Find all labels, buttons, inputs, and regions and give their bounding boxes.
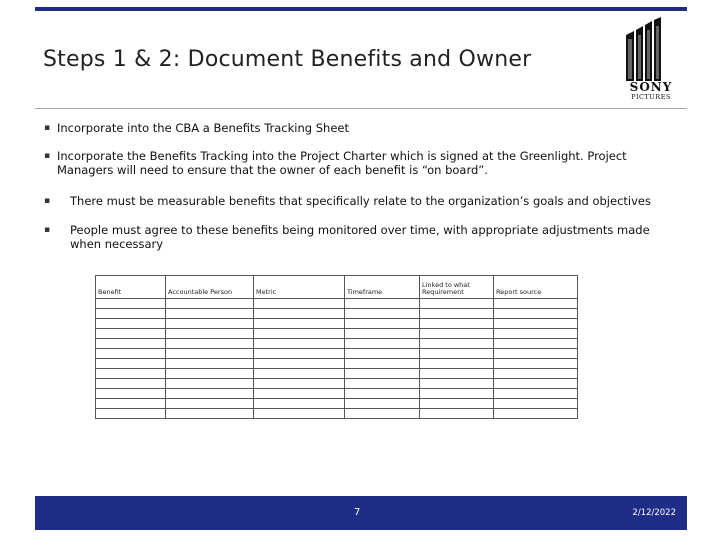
table-row — [96, 379, 578, 389]
table-header-row — [96, 276, 578, 299]
benefits-tracking-table — [95, 275, 578, 419]
bullet-text: Incorporate into the CBA a Benefits Tracking Sheet — [57, 121, 349, 135]
table-row — [96, 349, 578, 359]
table-row — [96, 339, 578, 349]
footer-bar — [35, 496, 687, 530]
bullet-item — [44, 194, 664, 208]
top-accent-bar — [35, 7, 687, 11]
logo-emblem-icon — [622, 17, 680, 81]
title-divider — [35, 108, 687, 109]
table-row — [96, 409, 578, 419]
header-metric: Metric — [254, 276, 345, 299]
logo-subtitle: PICTURES — [631, 93, 671, 101]
bullet-marker: ▪ — [44, 225, 51, 235]
bullet-item — [44, 223, 664, 251]
bullet-item — [44, 121, 644, 135]
slide-title: Steps 1 & 2: Document Benefits and Owner — [43, 47, 532, 72]
bullet-item — [44, 149, 644, 177]
table-row — [96, 369, 578, 379]
table-row — [96, 399, 578, 409]
bullet-text: There must be measurable benefits that specifically relate to the organization’s goals and objectives — [70, 194, 651, 208]
bullet-marker: ▪ — [44, 151, 51, 161]
table-row — [96, 359, 578, 369]
bullet-marker: ▪ — [44, 196, 51, 206]
table-row — [96, 309, 578, 319]
header-report-source: Report source — [494, 276, 578, 299]
header-timeframe: Timeframe — [345, 276, 420, 299]
table-row — [96, 299, 578, 309]
bullet-text: People must agree to these benefits being monitored over time, with appropriate adjustments made when necessary — [70, 223, 650, 251]
header-linked-requirement: Linked to what Requirement — [420, 276, 494, 299]
header-benefit: Benefit — [96, 276, 166, 299]
table-row — [96, 389, 578, 399]
footer-date: 2/12/2022 — [632, 508, 676, 518]
header-accountable-person: Accountable Person — [166, 276, 254, 299]
table-row — [96, 329, 578, 339]
logo-name: SONY — [629, 80, 673, 94]
bullet-text: Incorporate the Benefits Tracking into the Project Charter which is signed at the Greenlight. Project Managers will need to ensure that the owner of each benefit is “on board”. — [57, 149, 627, 177]
table-row — [96, 319, 578, 329]
sony-pictures-logo — [622, 17, 680, 103]
page-number: 7 — [354, 507, 361, 518]
bullet-marker: ▪ — [44, 123, 51, 133]
